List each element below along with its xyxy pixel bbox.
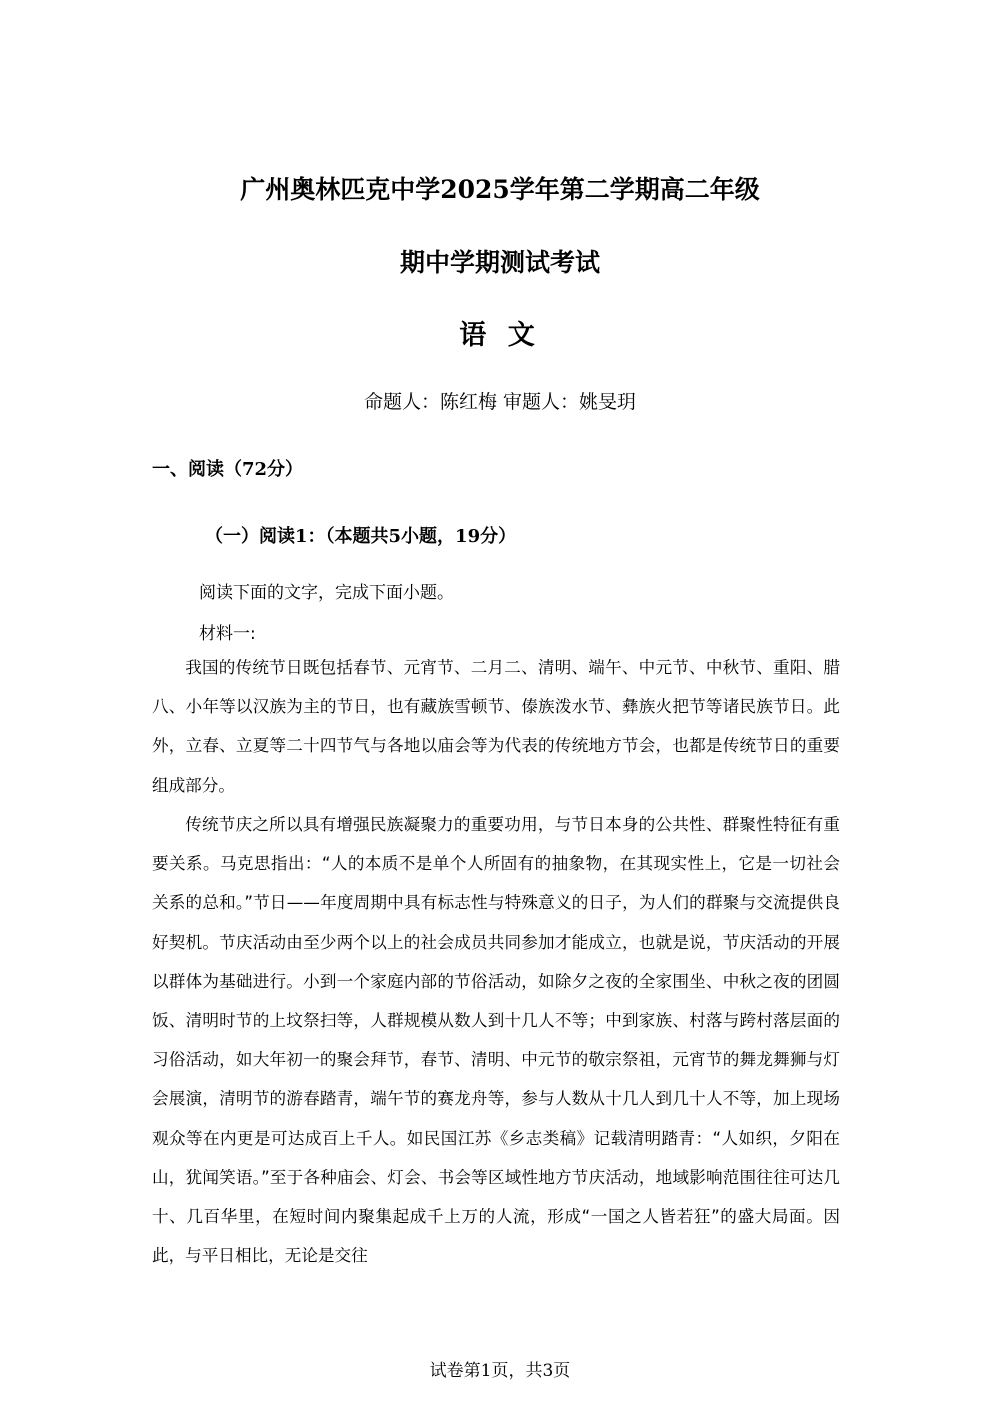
subject-title: 语 文 — [459, 320, 541, 351]
section-heading: 一、阅读（72分） — [152, 459, 304, 480]
subsection-heading: （一）阅读1：（本题共5小题，19分） — [205, 526, 517, 547]
exam-title-line2: 期中学期测试考试 — [399, 248, 600, 277]
page-footer: 试卷第1页，共3页 — [429, 1361, 571, 1381]
material-label: 材料一: — [199, 624, 256, 644]
authors-line: 命题人：陈红梅 审题人：姚旻玥 — [363, 391, 637, 413]
paragraph-1: 我国的传统节日既包括春节、元宵节、二月二、清明、端午、中元节、中秋节、重阳、腊八、小年等以汉族为主的节日，也有藏族雪顿节、傣族泼水节、彝族火把节等诸民族节日。此外，立春、立夏等二十四节气与各地以庙会等为代表的传统地方节会，也都是传统节日的重要组成部分。 — [152, 658, 840, 795]
exam-title-line1: 广州奥林匹克中学2025学年第二学期高二年级 — [240, 175, 760, 204]
instruction-text: 阅读下面的文字，完成下面小题。 — [199, 583, 454, 603]
paragraph-2: 传统节庆之所以具有增强民族凝聚力的重要功用，与节日本身的公共性、群聚性特征有重要关系。马克思指出：“人的本质不是单个人所固有的抽象物，在其现实性上，它是一切社会关系的总和。”节日——年度周期中具有标志性与特殊意义的日子，为人们的群聚与交流提供良好契机。节庆活动由至少两个以上的社会成员共同参加才能成立，也就是说，节庆活动的开展以群体为基础进行。小到一个家庭内部的节俗活动，如除夕之夜的全家围坐、中秋之夜的团圆饭、清明时节的上坟祭扫等，人群规模从数人到十几人不等；中到家族、村落与跨村落层面的习俗活动，如大年初一的聚会拜节，春节、清明、中元节的敬宗祭祖，元宵节的舞龙舞狮与灯会展演，清明节的游春踏青，端午节的赛龙舟等，参与人数从十几人到几十人不等，加上现场观众等在内更是可达成百上千人。如民国江苏《乡志类稿》记载清明踏青：“人如织，夕阳在山，犹闻笑语。”至于各种庙会、灯会、书会等区域性地方节庆活动，地域影响范围往往可达几十、几百华里，在短时间内聚集起成千上万的人流，形成“一国之人皆若狂”的盛大局面。因此，与平日相比，无论是交往 — [152, 815, 840, 1266]
